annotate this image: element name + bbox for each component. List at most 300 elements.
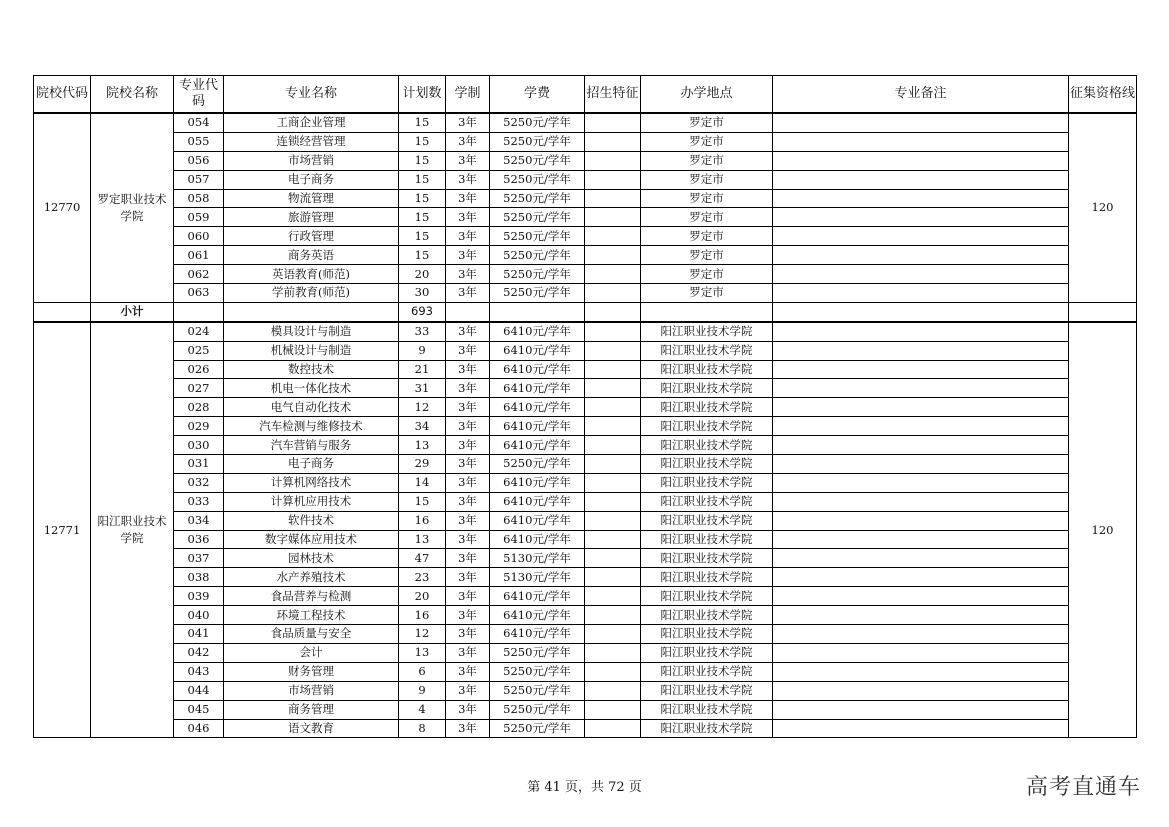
- duration-cell: 3年: [446, 530, 490, 549]
- remarks-cell: [773, 700, 1069, 719]
- duration-cell: 3年: [446, 227, 490, 246]
- major-name-cell: 机电一体化技术: [224, 379, 399, 398]
- major-code-cell: 054: [174, 113, 224, 132]
- major-code-cell: 033: [174, 492, 224, 511]
- duration-cell: 3年: [446, 398, 490, 417]
- major-code-cell: 060: [174, 227, 224, 246]
- plan-cell: 16: [399, 511, 446, 530]
- remarks-cell: [773, 132, 1069, 151]
- table-row: [34, 549, 1137, 568]
- plan-cell: 31: [399, 379, 446, 398]
- header-row: [34, 76, 1137, 114]
- plan-cell: 13: [399, 530, 446, 549]
- remarks-cell: [773, 113, 1069, 132]
- location-cell: 阳江职业技术学院: [641, 549, 773, 568]
- location-cell: 阳江职业技术学院: [641, 436, 773, 455]
- major-code-cell: 025: [174, 341, 224, 360]
- major-code-cell: 039: [174, 587, 224, 606]
- subtotal-value: 693: [399, 302, 446, 321]
- location-cell: 阳江职业技术学院: [641, 492, 773, 511]
- feature-cell: [585, 568, 641, 587]
- feature-cell: [585, 132, 641, 151]
- remarks-cell: [773, 208, 1069, 227]
- tuition-cell: 5250元/学年: [490, 227, 585, 246]
- major-code-cell: 030: [174, 436, 224, 455]
- table-row: [34, 322, 1137, 341]
- page-footer: 第 41 页，共 72 页: [527, 780, 642, 795]
- header-duration: 学制: [446, 76, 490, 114]
- plan-cell: 33: [399, 322, 446, 341]
- major-name-cell: 水产养殖技术: [224, 568, 399, 587]
- plan-cell: 6: [399, 662, 446, 681]
- remarks-cell: [773, 492, 1069, 511]
- header-plan: 计划数: [399, 76, 446, 114]
- feature-cell: [585, 530, 641, 549]
- plan-cell: 15: [399, 492, 446, 511]
- major-code-cell: 024: [174, 322, 224, 341]
- subtotal-empty-cell: [773, 302, 1069, 321]
- duration-cell: 3年: [446, 341, 490, 360]
- major-code-cell: 031: [174, 455, 224, 474]
- plan-cell: 13: [399, 436, 446, 455]
- duration-cell: 3年: [446, 606, 490, 625]
- table-row: [34, 719, 1137, 738]
- table-row: [34, 662, 1137, 681]
- major-name-cell: 环境工程技术: [224, 606, 399, 625]
- school-code-cell: 12771: [34, 322, 91, 738]
- table-row: [34, 227, 1137, 246]
- feature-cell: [585, 189, 641, 208]
- major-code-cell: 037: [174, 549, 224, 568]
- location-cell: 阳江职业技术学院: [641, 360, 773, 379]
- location-cell: 罗定市: [641, 227, 773, 246]
- plan-cell: 20: [399, 587, 446, 606]
- duration-cell: 3年: [446, 417, 490, 436]
- feature-cell: [585, 284, 641, 303]
- location-cell: 阳江职业技术学院: [641, 341, 773, 360]
- subtotal-empty-cell: [224, 302, 399, 321]
- remarks-cell: [773, 568, 1069, 587]
- table-row: [34, 417, 1137, 436]
- major-code-cell: 044: [174, 681, 224, 700]
- table-row: [34, 265, 1137, 284]
- feature-cell: [585, 151, 641, 170]
- location-cell: 罗定市: [641, 208, 773, 227]
- tuition-cell: 6410元/学年: [490, 587, 585, 606]
- major-code-cell: 063: [174, 284, 224, 303]
- major-name-cell: 连锁经营管理: [224, 132, 399, 151]
- major-code-cell: 027: [174, 379, 224, 398]
- duration-cell: 3年: [446, 700, 490, 719]
- duration-cell: 3年: [446, 662, 490, 681]
- feature-cell: [585, 511, 641, 530]
- major-name-cell: 软件技术: [224, 511, 399, 530]
- cutoff-cell: 120: [1069, 113, 1137, 302]
- location-cell: 阳江职业技术学院: [641, 417, 773, 436]
- feature-cell: [585, 170, 641, 189]
- table-row: [34, 341, 1137, 360]
- subtotal-empty-cell: [446, 302, 490, 321]
- table-row: [34, 511, 1137, 530]
- plan-cell: 15: [399, 132, 446, 151]
- major-code-cell: 041: [174, 625, 224, 644]
- remarks-cell: [773, 530, 1069, 549]
- table-row: [34, 455, 1137, 474]
- table-row: [34, 284, 1137, 303]
- table-row: [34, 436, 1137, 455]
- plan-cell: 15: [399, 113, 446, 132]
- header-tuition: 学费: [490, 76, 585, 114]
- table-row: [34, 568, 1137, 587]
- duration-cell: 3年: [446, 246, 490, 265]
- plan-cell: 15: [399, 246, 446, 265]
- location-cell: 罗定市: [641, 189, 773, 208]
- header-remarks: 专业备注: [773, 76, 1069, 114]
- major-code-cell: 055: [174, 132, 224, 151]
- table-row: [34, 492, 1137, 511]
- plan-cell: 8: [399, 719, 446, 738]
- duration-cell: 3年: [446, 113, 490, 132]
- tuition-cell: 6410元/学年: [490, 530, 585, 549]
- header-feature: 招生特征: [585, 76, 641, 114]
- plan-cell: 9: [399, 681, 446, 700]
- feature-cell: [585, 322, 641, 341]
- feature-cell: [585, 625, 641, 644]
- major-name-cell: 模具设计与制造: [224, 322, 399, 341]
- duration-cell: 3年: [446, 625, 490, 644]
- plan-cell: 4: [399, 700, 446, 719]
- major-name-cell: 汽车检测与维修技术: [224, 417, 399, 436]
- duration-cell: 3年: [446, 265, 490, 284]
- major-name-cell: 工商企业管理: [224, 113, 399, 132]
- duration-cell: 3年: [446, 170, 490, 189]
- feature-cell: [585, 455, 641, 474]
- tuition-cell: 5250元/学年: [490, 113, 585, 132]
- table-row: [34, 208, 1137, 227]
- major-name-cell: 市场营销: [224, 681, 399, 700]
- feature-cell: [585, 265, 641, 284]
- plan-cell: 21: [399, 360, 446, 379]
- remarks-cell: [773, 643, 1069, 662]
- remarks-cell: [773, 151, 1069, 170]
- major-name-cell: 财务管理: [224, 662, 399, 681]
- duration-cell: 3年: [446, 511, 490, 530]
- school-code-cell: 12770: [34, 113, 91, 302]
- feature-cell: [585, 379, 641, 398]
- major-code-cell: 043: [174, 662, 224, 681]
- subtotal-empty-cell: [174, 302, 224, 321]
- major-name-cell: 计算机网络技术: [224, 473, 399, 492]
- duration-cell: 3年: [446, 379, 490, 398]
- location-cell: 罗定市: [641, 265, 773, 284]
- remarks-cell: [773, 662, 1069, 681]
- remarks-cell: [773, 455, 1069, 474]
- remarks-cell: [773, 360, 1069, 379]
- feature-cell: [585, 492, 641, 511]
- tuition-cell: 5250元/学年: [490, 189, 585, 208]
- feature-cell: [585, 398, 641, 417]
- feature-cell: [585, 417, 641, 436]
- table-row: [34, 625, 1137, 644]
- duration-cell: 3年: [446, 549, 490, 568]
- remarks-cell: [773, 265, 1069, 284]
- feature-cell: [585, 643, 641, 662]
- location-cell: 阳江职业技术学院: [641, 379, 773, 398]
- feature-cell: [585, 208, 641, 227]
- feature-cell: [585, 227, 641, 246]
- major-name-cell: 计算机应用技术: [224, 492, 399, 511]
- duration-cell: 3年: [446, 681, 490, 700]
- major-code-cell: 028: [174, 398, 224, 417]
- subtotal-empty-cell: [641, 302, 773, 321]
- remarks-cell: [773, 284, 1069, 303]
- feature-cell: [585, 662, 641, 681]
- major-name-cell: 会计: [224, 643, 399, 662]
- duration-cell: 3年: [446, 473, 490, 492]
- major-code-cell: 032: [174, 473, 224, 492]
- header-cutoff: 征集资格线: [1069, 76, 1137, 114]
- location-cell: 阳江职业技术学院: [641, 455, 773, 474]
- major-name-cell: 食品营养与检测: [224, 587, 399, 606]
- location-cell: 阳江职业技术学院: [641, 322, 773, 341]
- remarks-cell: [773, 170, 1069, 189]
- location-cell: 阳江职业技术学院: [641, 643, 773, 662]
- tuition-cell: 5250元/学年: [490, 455, 585, 474]
- table-row: [34, 379, 1137, 398]
- remarks-cell: [773, 625, 1069, 644]
- major-code-cell: 059: [174, 208, 224, 227]
- location-cell: 阳江职业技术学院: [641, 681, 773, 700]
- table-row: [34, 530, 1137, 549]
- major-name-cell: 电子商务: [224, 170, 399, 189]
- table-row: [34, 643, 1137, 662]
- remarks-cell: [773, 606, 1069, 625]
- table-row: [34, 113, 1137, 132]
- major-name-cell: 行政管理: [224, 227, 399, 246]
- table-row: [34, 246, 1137, 265]
- feature-cell: [585, 606, 641, 625]
- feature-cell: [585, 549, 641, 568]
- tuition-cell: 6410元/学年: [490, 417, 585, 436]
- major-code-cell: 061: [174, 246, 224, 265]
- major-code-cell: 029: [174, 417, 224, 436]
- major-name-cell: 电子商务: [224, 455, 399, 474]
- major-code-cell: 026: [174, 360, 224, 379]
- duration-cell: 3年: [446, 360, 490, 379]
- table-row: [34, 398, 1137, 417]
- header-major-code: 专业代码: [174, 76, 224, 114]
- table-row: [34, 473, 1137, 492]
- location-cell: 阳江职业技术学院: [641, 473, 773, 492]
- remarks-cell: [773, 246, 1069, 265]
- major-name-cell: 物流管理: [224, 189, 399, 208]
- location-cell: 阳江职业技术学院: [641, 511, 773, 530]
- feature-cell: [585, 113, 641, 132]
- school-name-cell: 罗定职业技术学院: [91, 113, 174, 302]
- tuition-cell: 6410元/学年: [490, 398, 585, 417]
- table-row: [34, 681, 1137, 700]
- location-cell: 阳江职业技术学院: [641, 398, 773, 417]
- major-name-cell: 市场营销: [224, 151, 399, 170]
- remarks-cell: [773, 417, 1069, 436]
- tuition-cell: 5250元/学年: [490, 265, 585, 284]
- plan-cell: 12: [399, 625, 446, 644]
- major-name-cell: 商务英语: [224, 246, 399, 265]
- feature-cell: [585, 341, 641, 360]
- duration-cell: 3年: [446, 568, 490, 587]
- major-name-cell: 英语教育(师范): [224, 265, 399, 284]
- tuition-cell: 5130元/学年: [490, 549, 585, 568]
- major-name-cell: 语文教育: [224, 719, 399, 738]
- location-cell: 阳江职业技术学院: [641, 719, 773, 738]
- feature-cell: [585, 473, 641, 492]
- plan-cell: 20: [399, 265, 446, 284]
- location-cell: 阳江职业技术学院: [641, 662, 773, 681]
- plan-cell: 12: [399, 398, 446, 417]
- tuition-cell: 6410元/学年: [490, 473, 585, 492]
- plan-cell: 47: [399, 549, 446, 568]
- location-cell: 阳江职业技术学院: [641, 625, 773, 644]
- remarks-cell: [773, 681, 1069, 700]
- table-row: [34, 132, 1137, 151]
- major-code-cell: 056: [174, 151, 224, 170]
- tuition-cell: 5250元/学年: [490, 170, 585, 189]
- location-cell: 罗定市: [641, 284, 773, 303]
- tuition-cell: 6410元/学年: [490, 379, 585, 398]
- duration-cell: 3年: [446, 322, 490, 341]
- tuition-cell: 6410元/学年: [490, 322, 585, 341]
- duration-cell: 3年: [446, 719, 490, 738]
- subtotal-label: 小计: [91, 302, 174, 321]
- school-name-cell: 阳江职业技术学院: [91, 322, 174, 738]
- tuition-cell: 5130元/学年: [490, 568, 585, 587]
- watermark: 高考直通车: [1025, 775, 1141, 800]
- tuition-cell: 5250元/学年: [490, 643, 585, 662]
- major-code-cell: 045: [174, 700, 224, 719]
- major-code-cell: 058: [174, 189, 224, 208]
- header-major-name: 专业名称: [224, 76, 399, 114]
- location-cell: 罗定市: [641, 170, 773, 189]
- remarks-cell: [773, 398, 1069, 417]
- location-cell: 阳江职业技术学院: [641, 568, 773, 587]
- tuition-cell: 5250元/学年: [490, 681, 585, 700]
- tuition-cell: 5250元/学年: [490, 662, 585, 681]
- plan-cell: 14: [399, 473, 446, 492]
- major-code-cell: 034: [174, 511, 224, 530]
- plan-cell: 15: [399, 189, 446, 208]
- feature-cell: [585, 700, 641, 719]
- subtotal-empty-cell: [1069, 302, 1137, 321]
- major-name-cell: 电气自动化技术: [224, 398, 399, 417]
- plan-cell: 16: [399, 606, 446, 625]
- major-name-cell: 学前教育(师范): [224, 284, 399, 303]
- tuition-cell: 5250元/学年: [490, 151, 585, 170]
- remarks-cell: [773, 341, 1069, 360]
- header-school-code: 院校代码: [34, 76, 91, 114]
- tuition-cell: 6410元/学年: [490, 492, 585, 511]
- major-name-cell: 旅游管理: [224, 208, 399, 227]
- remarks-cell: [773, 473, 1069, 492]
- plan-cell: 34: [399, 417, 446, 436]
- table-row: [34, 170, 1137, 189]
- tuition-cell: 6410元/学年: [490, 341, 585, 360]
- major-code-cell: 046: [174, 719, 224, 738]
- duration-cell: 3年: [446, 208, 490, 227]
- duration-cell: 3年: [446, 587, 490, 606]
- plan-cell: 30: [399, 284, 446, 303]
- subtotal-row: [34, 302, 1137, 321]
- plan-cell: 15: [399, 151, 446, 170]
- admissions-table: [33, 75, 1137, 738]
- duration-cell: 3年: [446, 436, 490, 455]
- remarks-cell: [773, 719, 1069, 738]
- tuition-cell: 5250元/学年: [490, 132, 585, 151]
- duration-cell: 3年: [446, 284, 490, 303]
- feature-cell: [585, 587, 641, 606]
- plan-cell: 13: [399, 643, 446, 662]
- major-name-cell: 数字媒体应用技术: [224, 530, 399, 549]
- location-cell: 阳江职业技术学院: [641, 530, 773, 549]
- header-school-name: 院校名称: [91, 76, 174, 114]
- location-cell: 罗定市: [641, 246, 773, 265]
- subtotal-empty-cell: [490, 302, 585, 321]
- feature-cell: [585, 681, 641, 700]
- tuition-cell: 5250元/学年: [490, 284, 585, 303]
- duration-cell: 3年: [446, 455, 490, 474]
- table-row: [34, 151, 1137, 170]
- duration-cell: 3年: [446, 189, 490, 208]
- cutoff-cell: 120: [1069, 322, 1137, 738]
- remarks-cell: [773, 587, 1069, 606]
- remarks-cell: [773, 189, 1069, 208]
- subtotal-empty-cell: [34, 302, 91, 321]
- tuition-cell: 5250元/学年: [490, 700, 585, 719]
- remarks-cell: [773, 436, 1069, 455]
- location-cell: 阳江职业技术学院: [641, 606, 773, 625]
- table-row: [34, 587, 1137, 606]
- feature-cell: [585, 360, 641, 379]
- major-name-cell: 数控技术: [224, 360, 399, 379]
- duration-cell: 3年: [446, 132, 490, 151]
- major-name-cell: 机械设计与制造: [224, 341, 399, 360]
- location-cell: 阳江职业技术学院: [641, 587, 773, 606]
- remarks-cell: [773, 549, 1069, 568]
- location-cell: 罗定市: [641, 151, 773, 170]
- header-location: 办学地点: [641, 76, 773, 114]
- major-code-cell: 036: [174, 530, 224, 549]
- major-code-cell: 062: [174, 265, 224, 284]
- tuition-cell: 6410元/学年: [490, 606, 585, 625]
- major-code-cell: 042: [174, 643, 224, 662]
- tuition-cell: 5250元/学年: [490, 208, 585, 227]
- remarks-cell: [773, 511, 1069, 530]
- tuition-cell: 6410元/学年: [490, 625, 585, 644]
- table-row: [34, 700, 1137, 719]
- tuition-cell: 5250元/学年: [490, 246, 585, 265]
- duration-cell: 3年: [446, 151, 490, 170]
- tuition-cell: 6410元/学年: [490, 511, 585, 530]
- feature-cell: [585, 246, 641, 265]
- major-code-cell: 040: [174, 606, 224, 625]
- major-code-cell: 057: [174, 170, 224, 189]
- feature-cell: [585, 436, 641, 455]
- major-name-cell: 商务管理: [224, 700, 399, 719]
- tuition-cell: 6410元/学年: [490, 436, 585, 455]
- plan-cell: 15: [399, 208, 446, 227]
- table-body: [34, 113, 1137, 738]
- remarks-cell: [773, 379, 1069, 398]
- location-cell: 阳江职业技术学院: [641, 700, 773, 719]
